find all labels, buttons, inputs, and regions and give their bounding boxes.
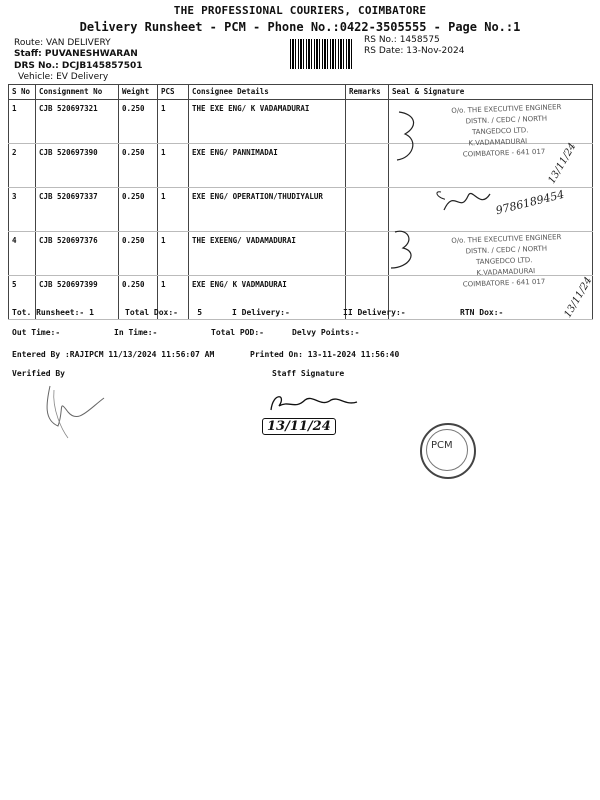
company-title: THE PROFESSIONAL COURIERS, COIMBATORE — [173, 4, 427, 17]
col-consignee: Consignee Details — [189, 85, 346, 100]
handwritten-phone: 9786189454 — [494, 187, 566, 218]
drs-line: DRS No.: DCJB145857501 — [14, 61, 143, 71]
out-time: Out Time:- — [12, 328, 61, 337]
cell-consignment: CJB 520697390 — [36, 144, 119, 188]
cell-pcs: 1 — [158, 276, 189, 320]
entered-by: Entered By :RAJIPCM 11/13/2024 11:56:07 AM — [12, 350, 215, 359]
cell-weight: 0.250 — [119, 100, 158, 144]
total-dox-value: 5 — [197, 308, 203, 317]
cell-pcs: 1 — [158, 232, 189, 276]
table-header-row — [9, 85, 593, 100]
col-seal-signature: Seal & Signature — [389, 85, 593, 100]
staff-value: PUVANESHWARAN — [44, 49, 138, 59]
cell-pcs: 1 — [158, 144, 189, 188]
rs-date-value: 13-Nov-2024 — [406, 46, 465, 56]
cell-weight: 0.250 — [119, 276, 158, 320]
staff-signature-date: 13/11/24 — [262, 418, 336, 435]
route-line: Route: VAN DELIVERY — [14, 38, 111, 48]
handwritten-date-row5: 13/11/24 — [562, 275, 595, 320]
handwritten-date-row2: 13/11/24 — [546, 141, 579, 186]
verified-signature — [28, 380, 108, 440]
printed-on: Printed On: 13-11-2024 11:56:40 — [250, 350, 400, 359]
cell-remarks — [346, 188, 389, 232]
pcm-seal-text: PCM — [431, 440, 453, 451]
ii-delivery: II Delivery:- — [343, 308, 406, 317]
signature-row3 — [440, 180, 500, 220]
tot-runsheet: Tot. Runsheet:- 1 — [12, 308, 94, 317]
rs-no-line: RS No.: 1458575 — [364, 35, 440, 45]
col-weight: Weight — [119, 85, 158, 100]
cell-weight: 0.250 — [119, 188, 158, 232]
cell-consignment: CJB 520697321 — [36, 100, 119, 144]
office-stamp-1: O/o. THE EXECUTIVE ENGINEER DISTN. / CEDC / NORTH TANGEDCO LTD. K.VADAMADURAI COIMBATORE - 641 017 — [451, 103, 562, 159]
cell-remarks — [346, 144, 389, 188]
total-pod: Total POD:- — [211, 328, 264, 337]
cell-sno: 4 — [9, 232, 36, 276]
cell-consignee: EXE ENG/ PANNIMADAI — [189, 144, 346, 188]
in-time: In Time:- — [114, 328, 158, 337]
cell-remarks — [346, 100, 389, 144]
office-stamp-2: O/o. THE EXECUTIVE ENGINEER DISTN. / CEDC / NORTH TANGEDCO LTD. K.VADAMADURAI COIMBATORE - 641 017 — [451, 233, 562, 289]
rs-date-line: RS Date: 13-Nov-2024 — [364, 46, 465, 56]
rs-no-value: 1458575 — [399, 35, 440, 45]
cell-weight: 0.250 — [119, 232, 158, 276]
cell-consignee: THE EXEENG/ VADAMADURAI — [189, 232, 346, 276]
cell-remarks — [346, 232, 389, 276]
staff-signature-label: Staff Signature — [272, 369, 345, 378]
cell-consignment: CJB 520697337 — [36, 188, 119, 232]
cell-weight: 0.250 — [119, 144, 158, 188]
cell-consignment: CJB 520697376 — [36, 232, 119, 276]
rtn-dox: RTN Dox:- — [460, 308, 504, 317]
delvy-points: Delvy Points:- — [292, 328, 360, 337]
route-value: VAN DELIVERY — [46, 38, 111, 48]
barcode — [290, 39, 354, 69]
cell-pcs: 1 — [158, 188, 189, 232]
verified-by: Verified By — [12, 369, 65, 378]
col-remarks: Remarks — [346, 85, 389, 100]
col-sno: S No — [9, 85, 36, 100]
cell-sno: 1 — [9, 100, 36, 144]
cell-sno: 2 — [9, 144, 36, 188]
cell-consignee: EXE ENG/ K VADMADURAI — [189, 276, 346, 320]
cell-sno: 5 — [9, 276, 36, 320]
col-consignment: Consignment No — [36, 85, 119, 100]
cell-sno: 3 — [9, 188, 36, 232]
staff-line: Staff: PUVANESHWARAN — [14, 49, 138, 59]
cell-consignment: CJB 520697399 — [36, 276, 119, 320]
total-dox: Total Dox:- 5 — [125, 308, 203, 317]
col-pcs: PCS — [158, 85, 189, 100]
cell-pcs: 1 — [158, 100, 189, 144]
drs-value: DCJB145857501 — [61, 61, 143, 71]
vehicle-line: Vehicle: EV Delivery — [18, 72, 109, 82]
cell-consignee: THE EXE ENG/ K VADAMADURAI — [189, 100, 346, 144]
signature-marks — [385, 100, 445, 290]
i-delivery: I Delivery:- — [232, 308, 290, 317]
cell-consignee: EXE ENG/ OPERATION/THUDIYALUR — [189, 188, 346, 232]
vehicle-value: EV Delivery — [56, 72, 109, 82]
staff-signature-mark — [265, 388, 365, 418]
runsheet-subtitle: Delivery Runsheet - PCM - Phone No.:0422-3505555 - Page No.:1 — [79, 20, 521, 34]
